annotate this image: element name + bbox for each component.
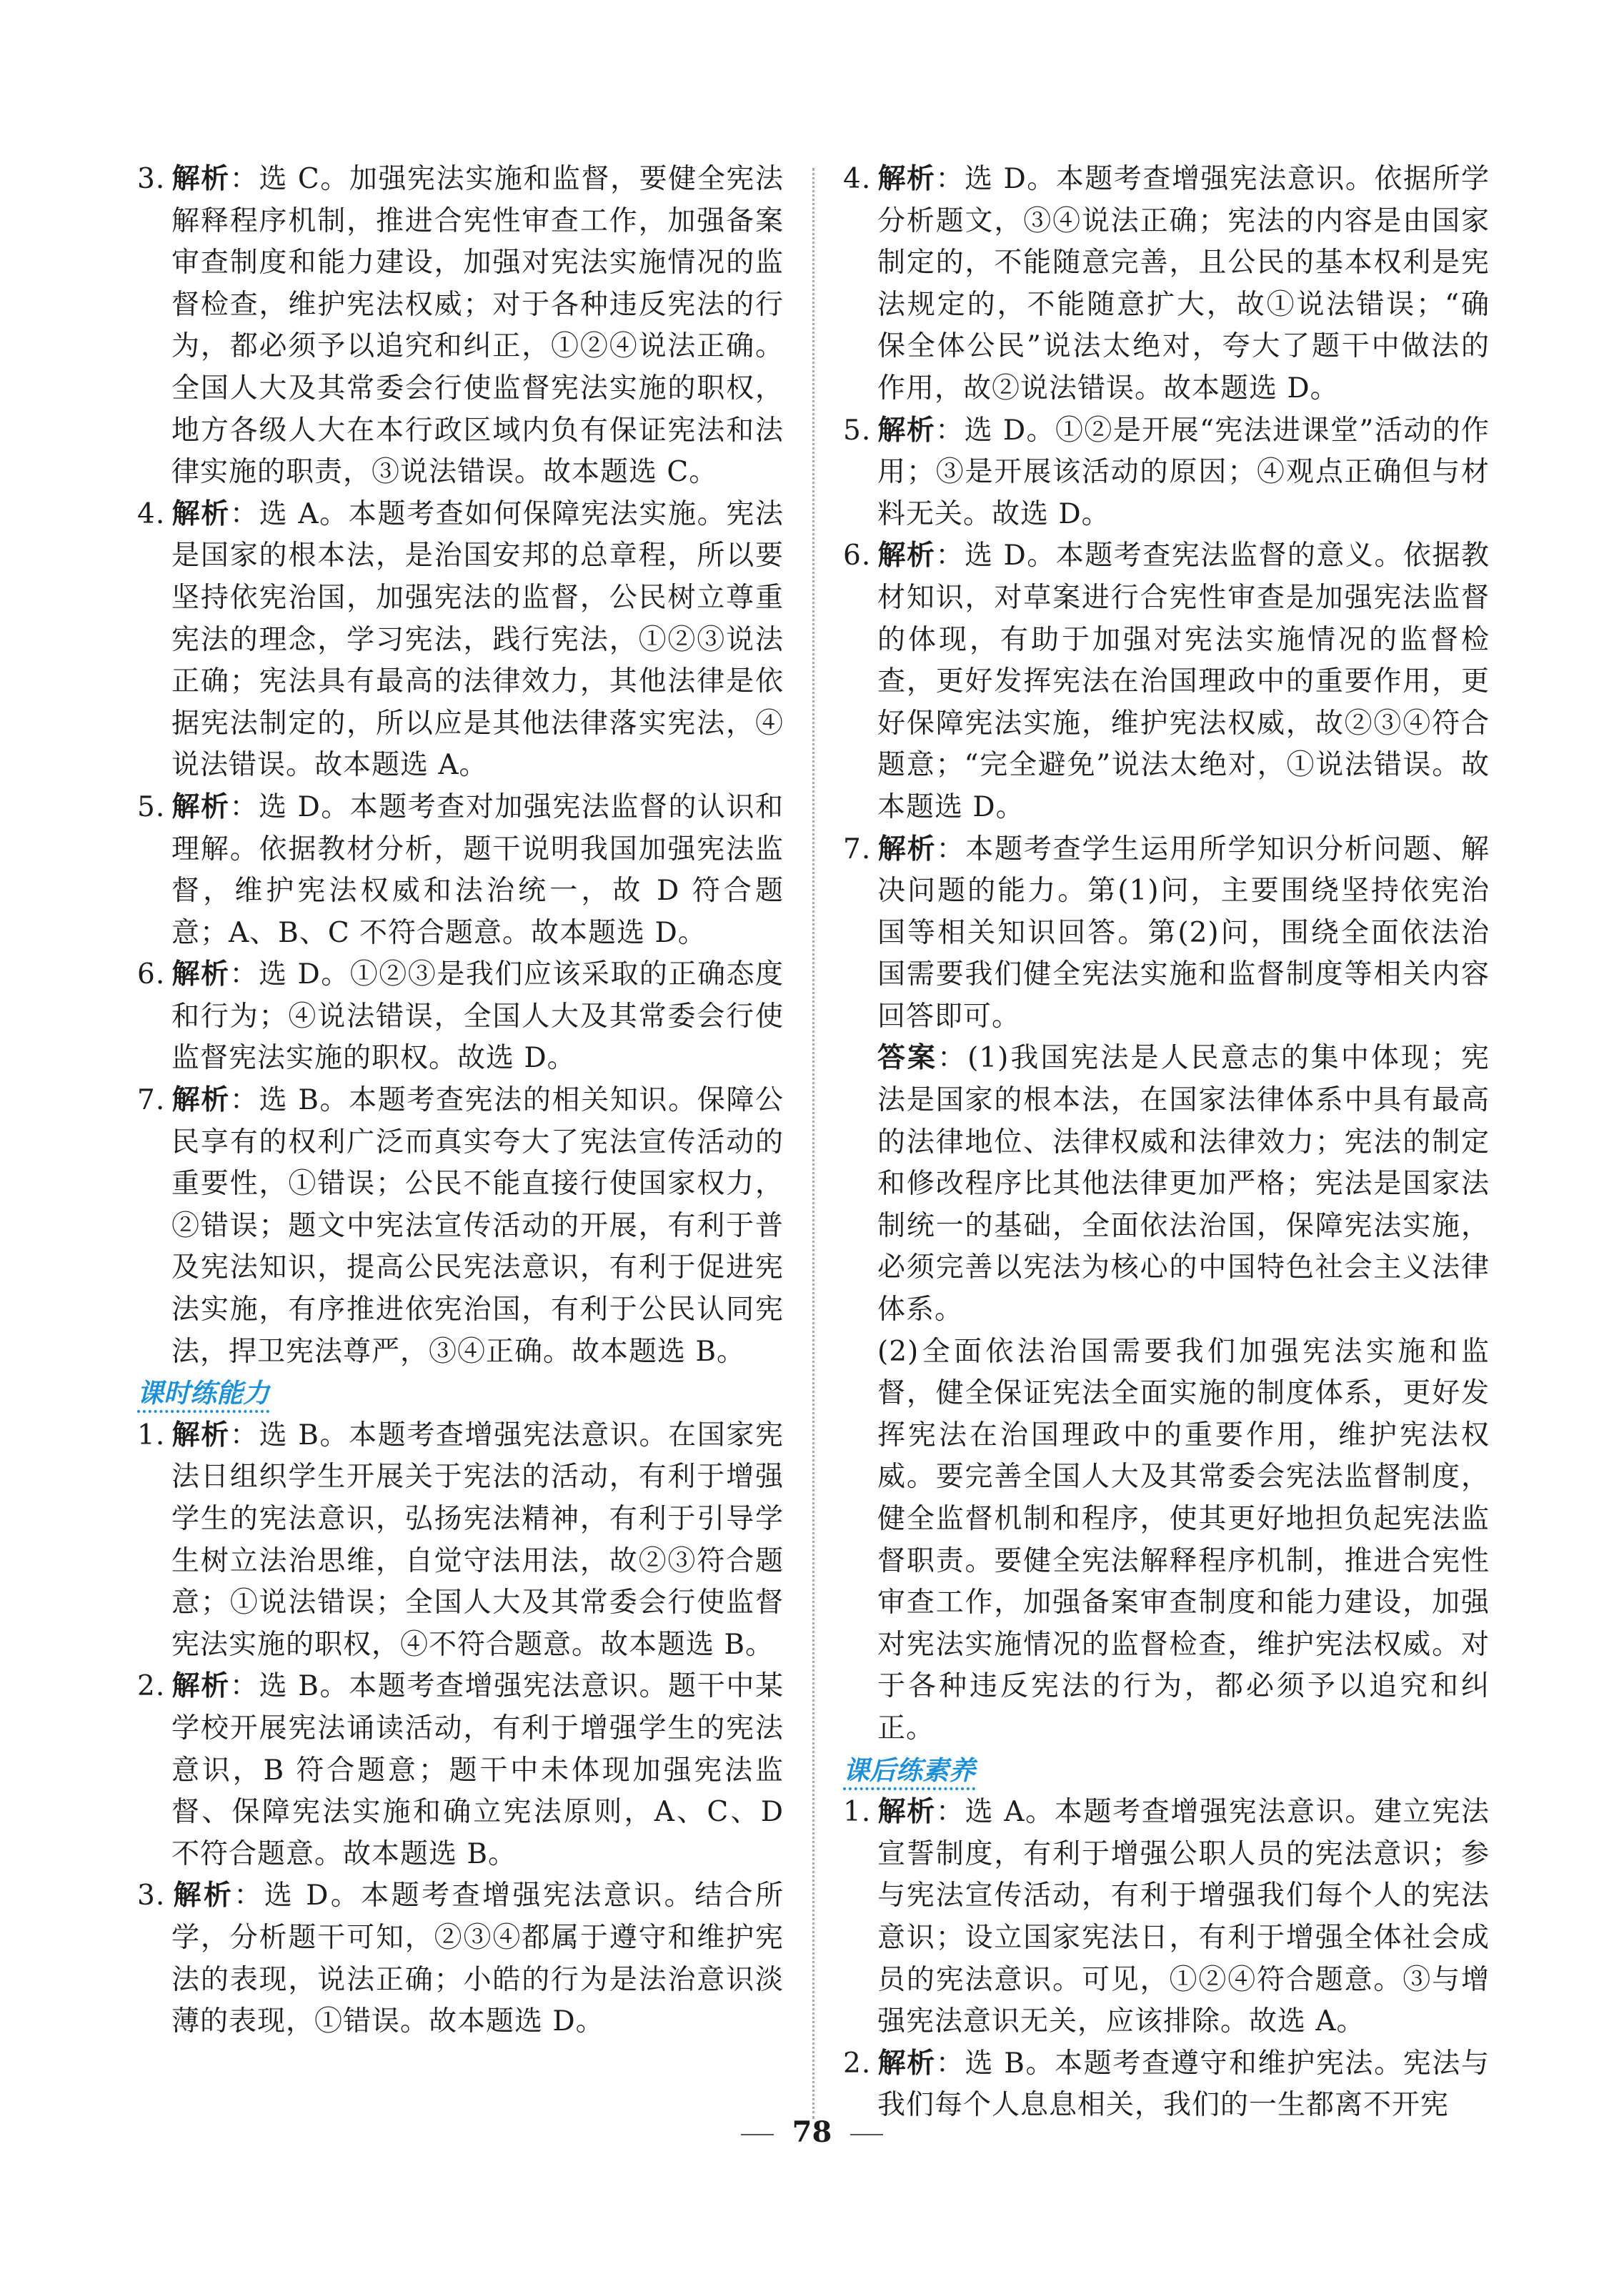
list-item [843,535,1490,828]
footer-dash-left [741,2134,774,2135]
section-title: 课时练能力 [137,1377,269,1413]
item-text: ：选 B。本题考查宪法的相关知识。保障公民享有的权利广泛而真实夸大了宪法宣传活动的重要性，①错误；公民不能直接行使国家权力，②错误；题文中宪法宣传活动的开展，有利于普及宪法知识，提高公民宪法意识，有利于促进宪法实施，有序推进依宪治国，有利于公民认同宪法，捍卫宪法尊严，③④正确。故本题选 B。 [171,1084,784,1368]
item-number: 2. [137,1670,166,1703]
list-item [137,1415,784,1667]
analysis-label: 解析 [171,1670,230,1703]
item-number: 1. [843,1796,872,1829]
analysis-label: 解析 [877,540,936,572]
item-number: 5. [843,414,872,447]
item-text: ：选 D。本题考查增强宪法意识。结合所学，分析题干可知，②③④都属于遵守和维护宪法的表现，说法正确；小皓的行为是法治意识淡薄的表现，①错误。故本题选 D。 [171,1880,784,2038]
item-number: 6. [137,958,166,991]
list-item [843,829,1490,1038]
analysis-label: 解析 [877,1796,936,1829]
list-item [137,1080,784,1373]
column-divider [812,168,815,2119]
item-number: 5. [137,790,166,823]
item-number: 3. [137,163,166,195]
section-title: 课后练素养 [843,1754,975,1790]
analysis-label: 解析 [171,1084,230,1117]
item-number: 4. [137,497,166,530]
item-number: 2. [843,2047,872,2080]
page-number: 78 [792,2115,832,2149]
analysis-label: 解析 [171,958,230,991]
list-item [137,1875,784,2042]
analysis-label: 解析 [877,414,936,447]
answer-label: 答案 [877,1042,938,1075]
page-footer [0,2115,1624,2149]
answer-part-1 [843,1038,1490,1331]
item-text: ：选 B。本题考查增强宪法意识。题干中某学校开展宪法诵读活动，有利于增强学生的宪法意识，B 符合题意；题干中未体现加强宪法监督、保障宪法实施和确立宪法原则，A、C、D 不符合题意。故本题选 B。 [171,1670,784,1870]
list-item [137,787,784,954]
item-number: 7. [137,1084,166,1117]
analysis-label: 解析 [877,163,936,195]
item-text: ：选 A。本题考查增强宪法意识。建立宪法宣誓制度，有利于增强公职人员的宪法意识；参与宪法宣传活动，有利于增强我们每个人的宪法意识；设立国家宪法日，有利于增强全体社会成员的宪法意识。可见，①②④符合题意。③与增强宪法意识无关，应该排除。故选 A。 [877,1796,1490,2038]
list-item [843,2043,1490,2127]
item-text: ：选 A。本题考查如何保障宪法实施。宪法是国家的根本法，是治国安邦的总章程，所以要坚持依宪治国，加强宪法的监督，公民树立尊重宪法的理念，学习宪法，践行宪法，①②③说法正确；宪法具有最高的法律效力，其他法律是依据宪法制定的，所以应是其他法律落实宪法，④说法错误。故本题选 A。 [171,497,784,782]
item-number: 1. [137,1419,166,1451]
analysis-label: 解析 [877,833,937,865]
item-text: ：选 D。本题考查对加强宪法监督的认识和理解。依据教材分析，题干说明我国加强宪法监督，维护宪法权威和法治统一，故 D 符合题意；A、B、C 不符合题意。故本题选 D。 [171,790,784,949]
analysis-label: 解析 [171,1880,234,1912]
right-column [843,159,1490,2127]
analysis-label: 解析 [171,497,230,530]
item-text: ：选 B。本题考查遵守和维护宪法。宪法与我们每个人息息相关，我们的一生都离不开宪 [877,2047,1490,2122]
item-text: ：选 D。①②③是我们应该采取的正确态度和行为；④说法错误，全国人大及其常委会行使监督宪法实施的职权。故选 D。 [171,958,784,1075]
item-number: 4. [843,163,872,195]
item-number: 6. [843,540,872,572]
analysis-label: 解析 [171,790,230,823]
item-text: ：选 C。加强宪法实施和监督，要健全宪法解释程序机制，推进合宪性审查工作，加强备案审查制度和能力建设，加强对宪法实施情况的监督检查，维护宪法权威；对于各种违反宪法的行为，都必须予以追究和纠正，①②④说法正确。全国人大及其常委会行使监督宪法实施的职权，地方各级人大在本行政区域内负有保证宪法和法律实施的职责，③说法错误。故本题选 C。 [171,163,784,489]
item-text: ：选 D。本题考查增强宪法意识。依据所学分析题文，③④说法正确；宪法的内容是由国家制定的，不能随意完善，且公民的基本权利是宪法规定的，不能随意扩大，故①说法错误；“确保全体公民”说法太绝对，夸大了题干中做法的作用，故②说法错误。故本题选 D。 [877,163,1490,404]
list-item [137,494,784,787]
analysis-label: 解析 [171,163,230,195]
left-column [137,159,784,2043]
section-heading-literacy [843,1750,1490,1792]
section-heading-ability [137,1373,784,1415]
answer-part-2: (2)全面依法治国需要我们加强宪法实施和监督，健全保证宪法全面实施的制度体系，更好发挥宪法在治国理政中的重要作用，维护宪法权威。要完善全国人大及其常委会宪法监督制度，健全监督机制和程序，使其更好地担负起宪法监督职责。要健全宪法解释程序机制，推进合宪性审查工作，加强备案审查制度和能力建设，加强对宪法实施情况的监督检查，维护宪法权威。对于各种违反宪法的行为，都必须予以追究和纠正。 [877,1335,1490,1744]
list-item [843,410,1490,536]
list-item [843,159,1490,410]
list-item [843,1792,1490,2043]
list-item [137,159,784,494]
item-text: ：选 D。本题考查宪法监督的意义。依据教材知识，对草案进行合宪性审查是加强宪法监督的体现，有助于加强对宪法实施情况的监督检查，更好发挥宪法在治国理政中的重要作用，更好保障宪法实施，维护宪法权威，故②③④符合题意；“完全避免”说法太绝对，①说法错误。故本题选 D。 [877,540,1490,823]
list-item [137,954,784,1080]
item-text: ：选 B。本题考查增强宪法意识。在国家宪法日组织学生开展关于宪法的活动，有利于增强学生的宪法意识，弘扬宪法精神，有利于引导学生树立法治思维，自觉守法用法，故②③符合题意；①说法错误；全国人大及其常委会行使监督宪法实施的职权，④不符合题意。故本题选 B。 [171,1419,784,1661]
answer-text: ：(1)我国宪法是人民意志的集中体现；宪法是国家的根本法，在国家法律体系中具有最高的法律地位、法律权威和法律效力；宪法的制定和修改程序比其他法律更加严格；宪法是国家法制统一的基础，全面依法治国，保障宪法实施，必须完善以宪法为核心的中国特色社会主义法律体系。 [877,1042,1490,1326]
list-item [137,1666,784,1875]
item-text: ：选 D。①②是开展“宪法进课堂”活动的作用；③是开展该活动的原因；④观点正确但与材料无关。故选 D。 [877,414,1490,530]
item-number: 3. [137,1880,166,1912]
item-text: ：本题考查学生运用所学知识分析问题、解决问题的能力。第(1)问，主要围绕坚持依宪治国等相关知识回答。第(2)问，围绕全面依法治国需要我们健全宪法实施和监督制度等相关内容回答即可。 [877,833,1490,1033]
analysis-label: 解析 [877,2047,936,2080]
item-number: 7. [843,833,872,865]
analysis-label: 解析 [171,1419,230,1451]
footer-dash-right [850,2134,883,2135]
